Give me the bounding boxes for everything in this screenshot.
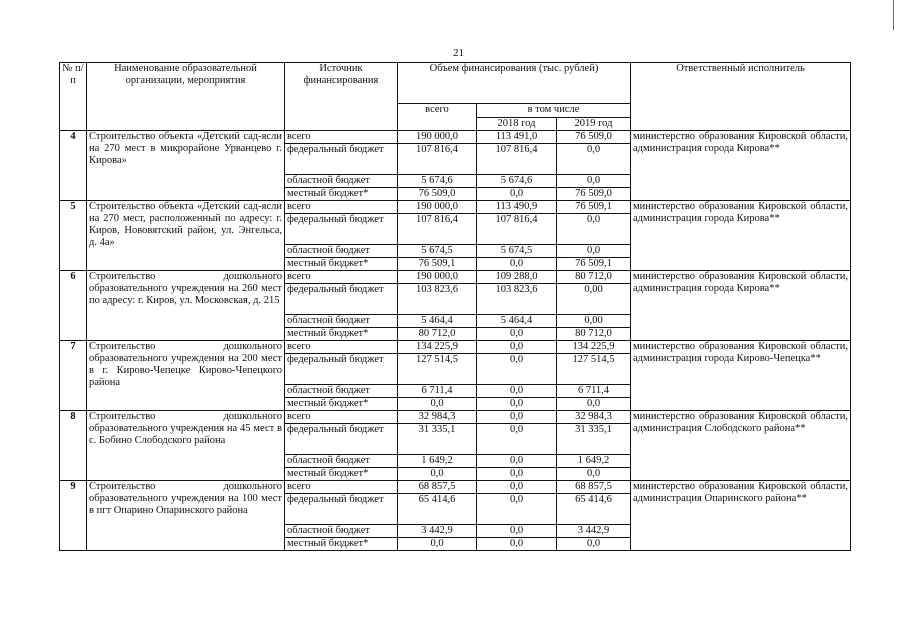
row-2019: 0,00 (557, 315, 631, 328)
row-source: областной бюджет (285, 525, 398, 538)
header-row (60, 63, 851, 104)
table-row (60, 481, 851, 494)
row-total: 127 514,5 (398, 354, 477, 385)
row-2018: 0,0 (477, 538, 557, 551)
row-total: 134 225,9 (398, 341, 477, 354)
row-source: местный бюджет* (285, 188, 398, 201)
row-executor: министерство образования Кировской области, администрация Слободского района** (631, 411, 851, 481)
row-2019: 0,00 (557, 284, 631, 315)
row-executor: министерство образования Кировской области, администрация Опаринского района** (631, 481, 851, 551)
row-name: Строительство объекта «Детский сад-ясли на 270 мест, расположенный по адресу: г. Киров, Нововятский район, ул. Энгельса, д. 4а» (87, 201, 285, 271)
row-2018: 0,0 (477, 341, 557, 354)
row-total: 190 000,0 (398, 271, 477, 284)
row-name: Строительство дошкольного образовательного учреждения на 200 мест в г. Кирово-Чепецке Кирово-Чепецкого района (87, 341, 285, 411)
row-source: федеральный бюджет (285, 494, 398, 525)
row-2019: 76 509,0 (557, 131, 631, 144)
row-2019: 0,0 (557, 538, 631, 551)
row-number: 5 (60, 201, 87, 271)
row-source: федеральный бюджет (285, 214, 398, 245)
row-executor: министерство образования Кировской области, администрация города Кирово-Чепецка** (631, 341, 851, 411)
row-2019: 6 711,4 (557, 385, 631, 398)
table-row (60, 341, 851, 354)
row-2019: 0,0 (557, 214, 631, 245)
row-total: 3 442,9 (398, 525, 477, 538)
row-source: всего (285, 131, 398, 144)
row-total: 32 984,3 (398, 411, 477, 424)
row-2019: 31 335,1 (557, 424, 631, 455)
row-total: 76 509,1 (398, 258, 477, 271)
row-name: Строительство дошкольного образовательного учреждения на 100 мест в пгт Опарино Опаринского района (87, 481, 285, 551)
row-2018: 5 674,6 (477, 175, 557, 188)
row-2018: 0,0 (477, 494, 557, 525)
header-total: всего (398, 104, 477, 131)
financing-table (59, 62, 851, 551)
row-number: 4 (60, 131, 87, 201)
row-2018: 107 816,4 (477, 214, 557, 245)
row-2018: 0,0 (477, 188, 557, 201)
row-2018: 0,0 (477, 385, 557, 398)
row-2019: 0,0 (557, 468, 631, 481)
row-total: 6 711,4 (398, 385, 477, 398)
row-2019: 0,0 (557, 398, 631, 411)
row-source: местный бюджет* (285, 468, 398, 481)
row-source: местный бюджет* (285, 258, 398, 271)
row-2018: 113 491,0 (477, 131, 557, 144)
row-source: областной бюджет (285, 245, 398, 258)
row-total: 0,0 (398, 538, 477, 551)
row-2019: 3 442,9 (557, 525, 631, 538)
row-2018: 107 816,4 (477, 144, 557, 175)
header-2019: 2019 год (557, 118, 631, 131)
page-number: 21 (453, 47, 464, 59)
row-2019: 80 712,0 (557, 328, 631, 341)
header-2018: 2018 год (477, 118, 557, 131)
row-2018: 0,0 (477, 481, 557, 494)
row-2018: 0,0 (477, 525, 557, 538)
row-2018: 0,0 (477, 424, 557, 455)
row-2019: 68 857,5 (557, 481, 631, 494)
row-2019: 80 712,0 (557, 271, 631, 284)
row-source: областной бюджет (285, 175, 398, 188)
row-source: местный бюджет* (285, 328, 398, 341)
row-2018: 113 490,9 (477, 201, 557, 214)
header-source: Источник финансирования (285, 63, 398, 131)
row-total: 68 857,5 (398, 481, 477, 494)
row-number: 9 (60, 481, 87, 551)
table-row (60, 271, 851, 284)
row-total: 107 816,4 (398, 214, 477, 245)
row-total: 31 335,1 (398, 424, 477, 455)
row-2018: 5 674,5 (477, 245, 557, 258)
row-name: Строительство объекта «Детский сад-ясли на 270 мест в микрорайоне Урванцево г. Кирова» (87, 131, 285, 201)
row-total: 5 674,6 (398, 175, 477, 188)
row-2019: 76 509,0 (557, 188, 631, 201)
row-name: Строительство дошкольного образовательного учреждения на 260 мест по адресу: г. Киров, ул. Московская, д. 215 (87, 271, 285, 341)
row-source: всего (285, 201, 398, 214)
row-2019: 0,0 (557, 245, 631, 258)
row-2018: 109 288,0 (477, 271, 557, 284)
row-name: Строительство дошкольного образовательного учреждения на 45 мест в с. Бобино Слободского района (87, 411, 285, 481)
row-total: 80 712,0 (398, 328, 477, 341)
row-2019: 76 509,1 (557, 201, 631, 214)
row-2019: 76 509,1 (557, 258, 631, 271)
row-source: областной бюджет (285, 455, 398, 468)
row-total: 1 649,2 (398, 455, 477, 468)
row-2019: 65 414,6 (557, 494, 631, 525)
row-number: 8 (60, 411, 87, 481)
header-volume: Объем финансирования (тыс. рублей) (398, 63, 631, 104)
row-source: федеральный бюджет (285, 144, 398, 175)
row-total: 103 823,6 (398, 284, 477, 315)
table-row (60, 131, 851, 144)
row-2018: 0,0 (477, 411, 557, 424)
row-2018: 0,0 (477, 328, 557, 341)
row-2019: 0,0 (557, 175, 631, 188)
row-2019: 1 649,2 (557, 455, 631, 468)
row-total: 107 816,4 (398, 144, 477, 175)
row-source: областной бюджет (285, 315, 398, 328)
row-2018: 0,0 (477, 354, 557, 385)
row-source: местный бюджет* (285, 538, 398, 551)
row-total: 0,0 (398, 398, 477, 411)
header-incl: в том числе (477, 104, 631, 118)
row-2019: 127 514,5 (557, 354, 631, 385)
row-2018: 103 823,6 (477, 284, 557, 315)
row-source: федеральный бюджет (285, 284, 398, 315)
row-source: федеральный бюджет (285, 354, 398, 385)
row-number: 7 (60, 341, 87, 411)
row-total: 5 674,5 (398, 245, 477, 258)
header-num: № п/п (60, 63, 87, 131)
row-executor: министерство образования Кировской области, администрация города Кирова** (631, 271, 851, 341)
row-total: 190 000,0 (398, 201, 477, 214)
row-source: всего (285, 271, 398, 284)
table-row (60, 201, 851, 214)
row-number: 6 (60, 271, 87, 341)
row-total: 190 000,0 (398, 131, 477, 144)
row-2019: 134 225,9 (557, 341, 631, 354)
row-2018: 5 464,4 (477, 315, 557, 328)
row-total: 5 464,4 (398, 315, 477, 328)
row-source: областной бюджет (285, 385, 398, 398)
table-row (60, 411, 851, 424)
row-total: 0,0 (398, 468, 477, 481)
header-name: Наименование образовательной организации, мероприятия (87, 63, 285, 131)
row-2019: 0,0 (557, 144, 631, 175)
row-total: 76 509,0 (398, 188, 477, 201)
row-executor: министерство образования Кировской области, администрация города Кирова** (631, 201, 851, 271)
row-2018: 0,0 (477, 258, 557, 271)
page-edge-line (893, 0, 894, 30)
row-source: местный бюджет* (285, 398, 398, 411)
row-2019: 32 984,3 (557, 411, 631, 424)
row-executor: министерство образования Кировской области, администрация города Кирова** (631, 131, 851, 201)
row-2018: 0,0 (477, 398, 557, 411)
row-2018: 0,0 (477, 455, 557, 468)
row-total: 65 414,6 (398, 494, 477, 525)
row-source: всего (285, 411, 398, 424)
header-exec: Ответственный исполнитель (631, 63, 851, 131)
row-2018: 0,0 (477, 468, 557, 481)
row-source: всего (285, 481, 398, 494)
row-source: федеральный бюджет (285, 424, 398, 455)
row-source: всего (285, 341, 398, 354)
